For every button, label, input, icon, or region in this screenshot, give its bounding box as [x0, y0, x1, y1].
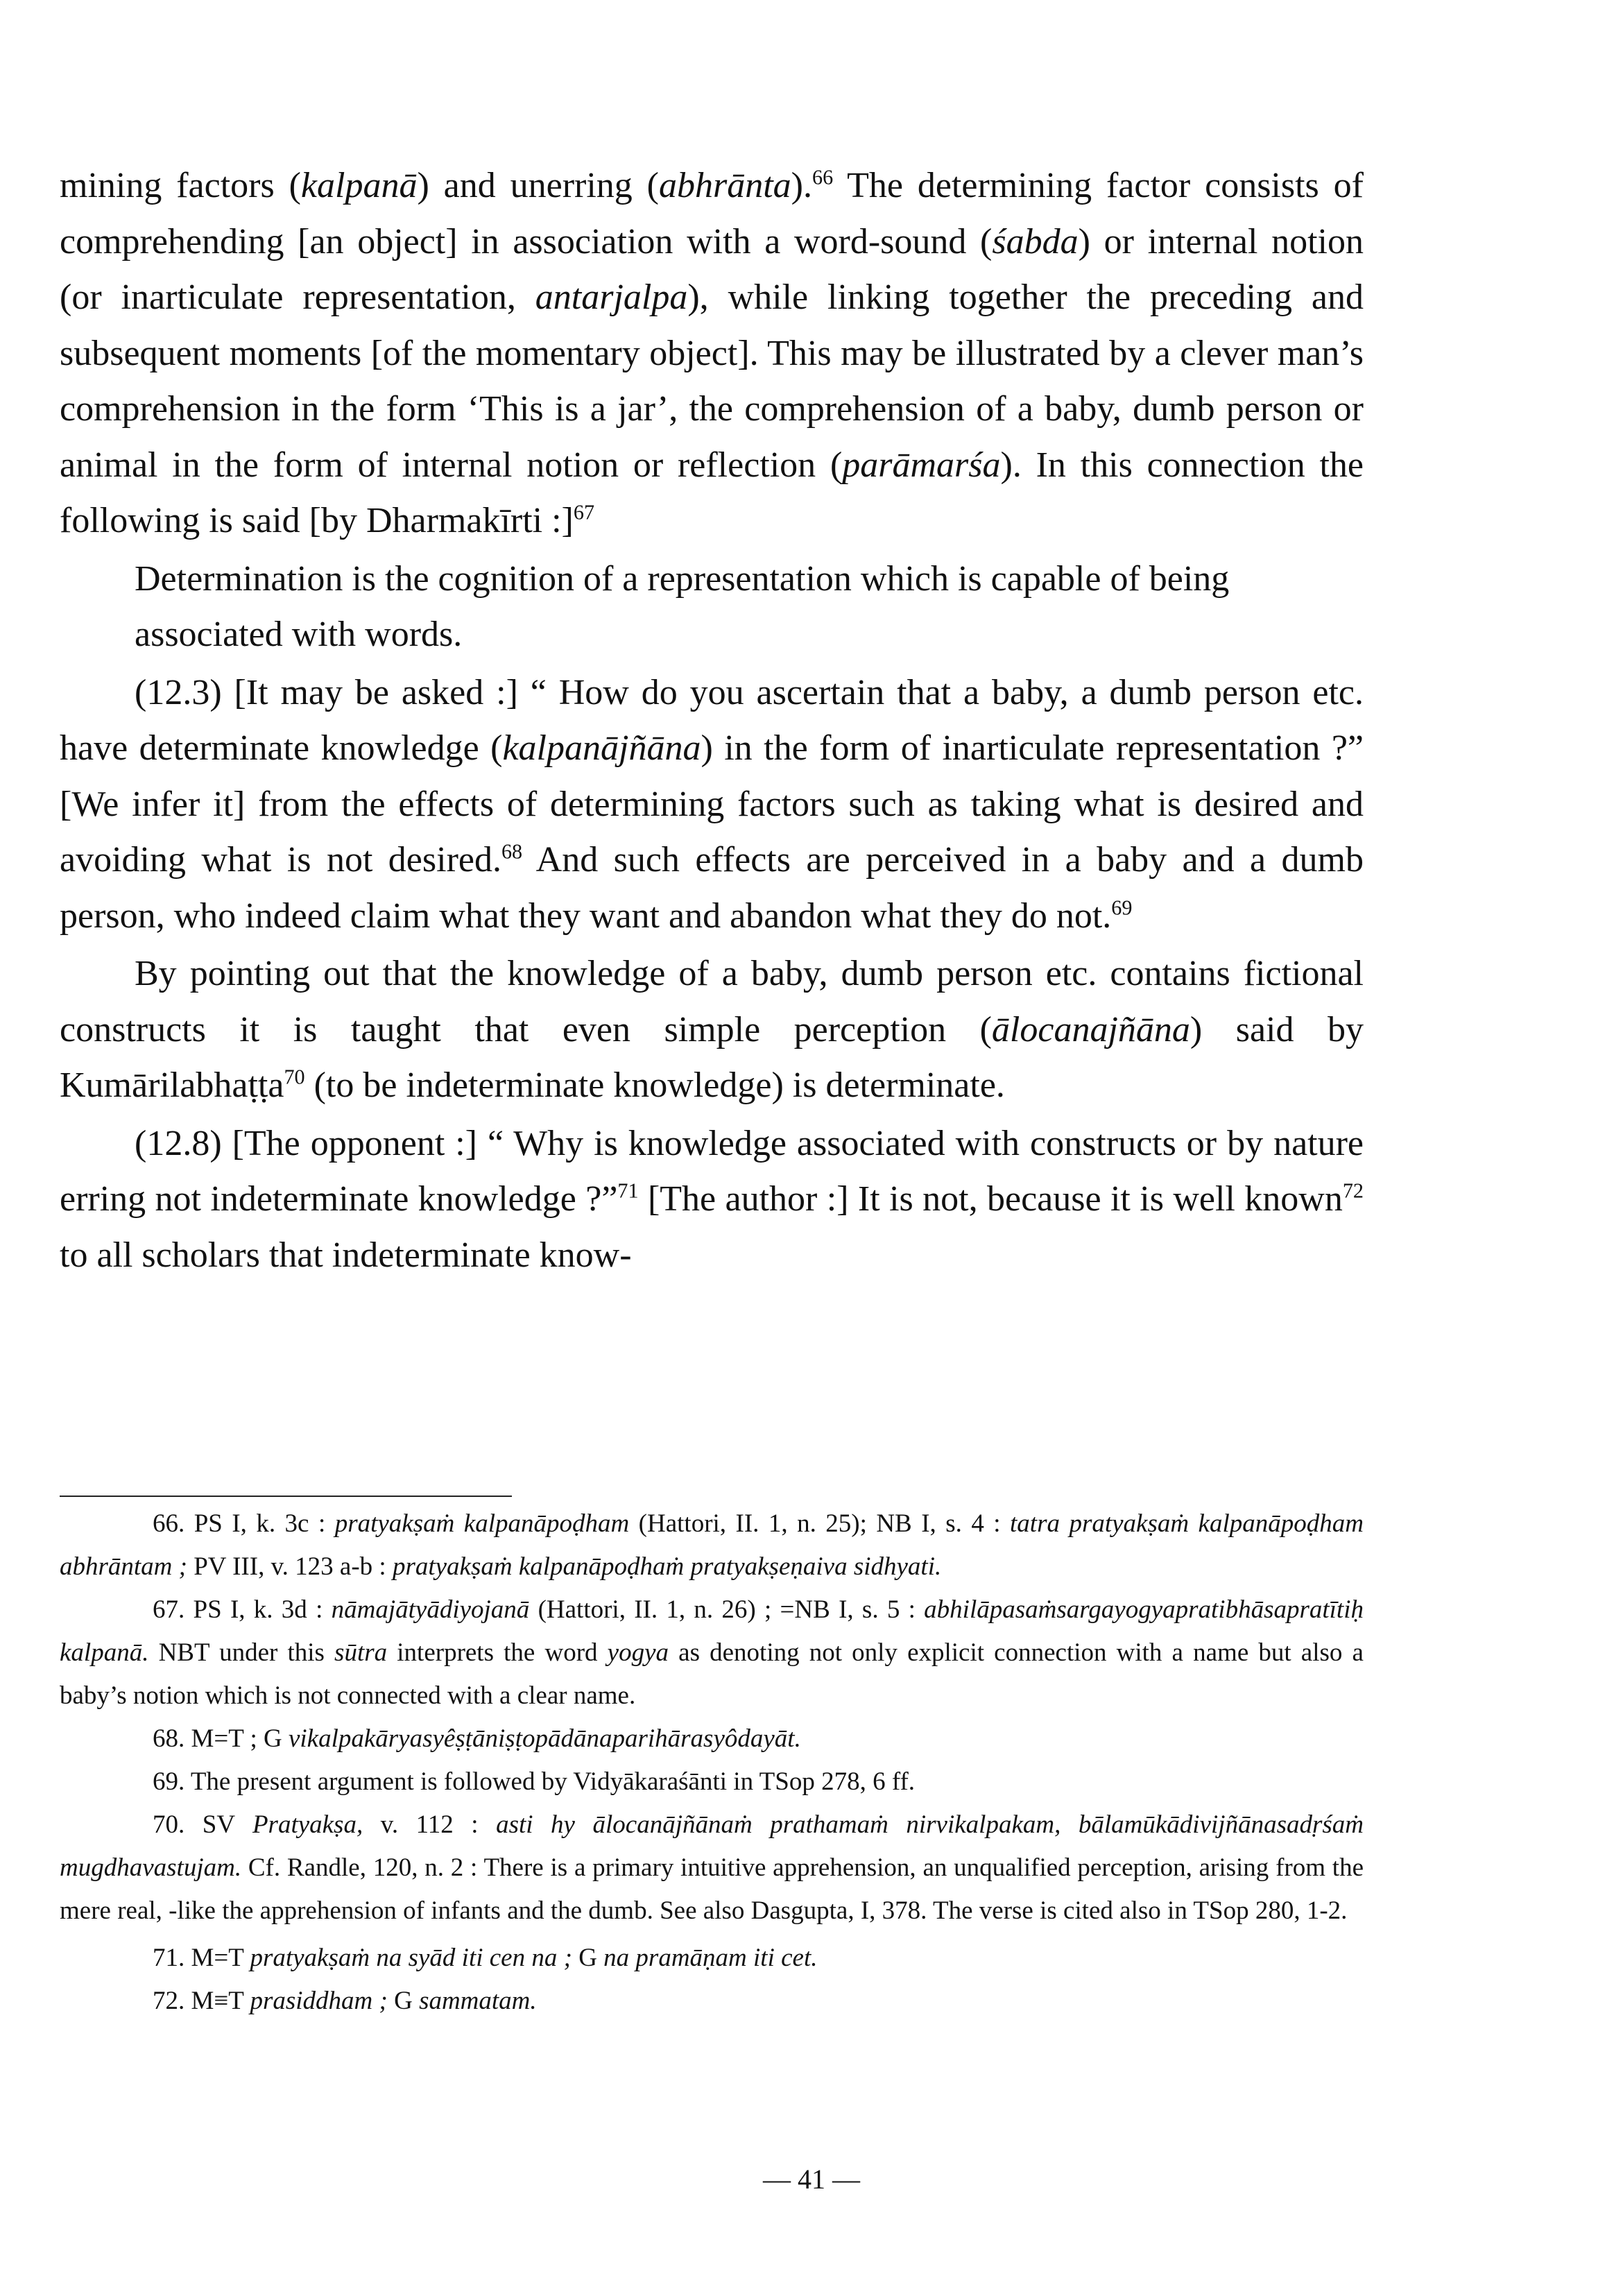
text-run: (Hattori, II. 1, n. 25); NB I, s. 4 :	[629, 1509, 1011, 1538]
text-run: G	[572, 1944, 604, 1972]
text-run: 66. PS I, k. 3c :	[153, 1509, 335, 1538]
text-run: ).	[791, 166, 812, 205]
paragraph-4	[60, 1116, 1364, 1284]
footnote-divider	[60, 1496, 512, 1497]
paragraph-1	[60, 158, 1364, 549]
footnote-ref-66[interactable]: 66	[812, 165, 834, 189]
text-run: ) and unerring (	[417, 166, 659, 205]
text-run: ) in the form of inarticulate representation ?” [We infer it] from the effects of determining factors such as taking what is desired and avoiding what is not desired.	[60, 728, 1364, 880]
italic-term: tatra pratyakṣaṁ kalpanāpoḍham abhrāntam ;	[60, 1509, 1364, 1581]
italic-term: śabda	[992, 221, 1079, 262]
text-run: The determining factor consists of comprehending [an object] in association with a word-sound (	[60, 166, 1364, 262]
footnote-71	[60, 1937, 1364, 1980]
text-run: ) or internal notion (or inarticulate representation,	[60, 221, 1364, 317]
italic-term: parāmarśa	[842, 445, 1001, 485]
footnote-72	[60, 1980, 1364, 2023]
italic-term: antarjalpa	[535, 277, 688, 317]
text-run: interprets the word	[387, 1638, 608, 1667]
text-run: By pointing out that the knowledge of a baby, dumb person etc. contains fictional constructs it is taught that even simple perception (	[60, 954, 1364, 1050]
footnote-69: 69. The present argument is followed by Vidyākaraśānti in TSop 278, 6 ff.	[153, 1767, 916, 1796]
footnote-ref-70[interactable]: 70	[284, 1065, 305, 1089]
italic-term: pratyakṣaṁ kalpanāpoḍham	[334, 1509, 630, 1538]
italic-term: prasiddham ;	[250, 1987, 388, 2015]
footnote-ref-72[interactable]: 72	[1342, 1179, 1364, 1203]
text-run: ). In this connection the following is said [by Dharmakīrti :]	[60, 445, 1364, 540]
italic-term: Pratyakṣa,	[252, 1810, 363, 1839]
italic-term: kalpanājñāna	[502, 728, 701, 768]
text-run: 72. M≡T	[153, 1987, 250, 2015]
footnote-ref-71[interactable]: 71	[617, 1179, 639, 1203]
text-run: 71. M=T	[153, 1944, 250, 1972]
italic-term: ālocanajñāna	[991, 1009, 1190, 1050]
italic-term: kalpanā	[300, 166, 418, 205]
text-run: 70. SV	[153, 1810, 252, 1839]
italic-term: sammatam.	[419, 1987, 537, 2015]
text-run: to all scholars that indeterminate know-	[60, 1235, 632, 1275]
italic-term: na pramāṇam iti cet.	[603, 1944, 818, 1972]
italic-term: yogya	[607, 1638, 669, 1667]
text-run: (to be indeterminate knowledge) is determinate.	[304, 1065, 1005, 1105]
text-run: NBT under this	[148, 1638, 335, 1667]
text-run: (12.8) [The opponent :] “ Why is knowledge associated with constructs or by nature erring not indeterminate knowledge ?”	[60, 1123, 1364, 1219]
text-run: 67. PS I, k. 3d :	[153, 1595, 332, 1624]
paragraph-3	[60, 946, 1364, 1114]
footnote-ref-67[interactable]: 67	[573, 500, 595, 524]
footnote-ref-68[interactable]: 68	[501, 839, 523, 864]
italic-term: nāmajātyādiyojanā	[331, 1595, 530, 1624]
text-run: And such effects are perceived in a baby and a dumb person, who indeed claim what they want and abandon what they do not.	[60, 840, 1364, 936]
footnotes	[60, 1502, 1364, 2023]
page-number: — 41 —	[763, 2164, 860, 2195]
main-text	[60, 158, 1364, 1283]
text-run: mining factors (	[60, 166, 301, 205]
text-run: G	[387, 1987, 420, 2015]
text-run: Cf. Randle, 120, n. 2 : There is a primary intuitive apprehension, an unqualified perception, arising from the mere real, -like the apprehension of infants and the dumb. See also Dasgupta, I, 378. The verse is cited also in TSop 280, 1-2.	[60, 1853, 1364, 1925]
footnote-66	[60, 1502, 1364, 1588]
italic-term: asti hy ālocanājñānaṁ prathamaṁ nirvikalpakam, bālamūkādivijñānasadṛśaṁ mugdhavastujam.	[60, 1810, 1364, 1882]
text-run: (Hattori, II. 1, n. 26) ; =NB I, s. 5 :	[529, 1595, 925, 1624]
italic-term: abhilāpasaṁsargayogyapratibhāsapratītiḥ kalpanā.	[60, 1595, 1364, 1667]
text-run: PV III, v. 123 a-b :	[187, 1552, 393, 1581]
footnote-ref-69[interactable]: 69	[1111, 896, 1133, 920]
text-run: as denoting not only explicit connection with a name but also a baby’s notion which is not connected with a clear name.	[60, 1638, 1364, 1710]
block-quote: Determination is the cognition of a representation which is capable of being associated with words.	[135, 558, 1230, 654]
text-run: 68. M=T ; G	[153, 1724, 289, 1753]
footnote-68	[60, 1717, 1364, 1760]
italic-term: vikalpakāryasyêṣṭāniṣṭopādānaparihārasyôdayāt.	[288, 1724, 801, 1753]
text-run: (12.3) [It may be asked :] “ How do you ascertain that a baby, a dumb person etc. have determinate knowledge (	[60, 672, 1364, 768]
footnote-67	[60, 1588, 1364, 1717]
italic-term: pratyakṣaṁ kalpanāpoḍhaṁ pratyakṣeṇaiva sidhyati.	[392, 1552, 942, 1581]
italic-term: pratyakṣaṁ na syād iti cen na ;	[250, 1944, 572, 1972]
text-run: ), while linking together the preceding and subsequent moments [of the momentary object]. This may be illustrated by a clever man’s comprehension in the form ‘This is a jar’, the comprehension of a baby, dumb person or animal in the form of internal notion or reflection (	[60, 277, 1364, 485]
italic-term: sūtra	[334, 1638, 388, 1667]
paragraph-2	[60, 665, 1364, 945]
italic-term: abhrānta	[658, 166, 791, 205]
text-run: ) said by Kumārilabhaṭṭa	[60, 1009, 1364, 1105]
text-run: v. 112 :	[363, 1810, 497, 1839]
text-run: [The author :] It is not, because it is well known	[638, 1179, 1343, 1219]
footnote-70	[60, 1804, 1364, 1933]
